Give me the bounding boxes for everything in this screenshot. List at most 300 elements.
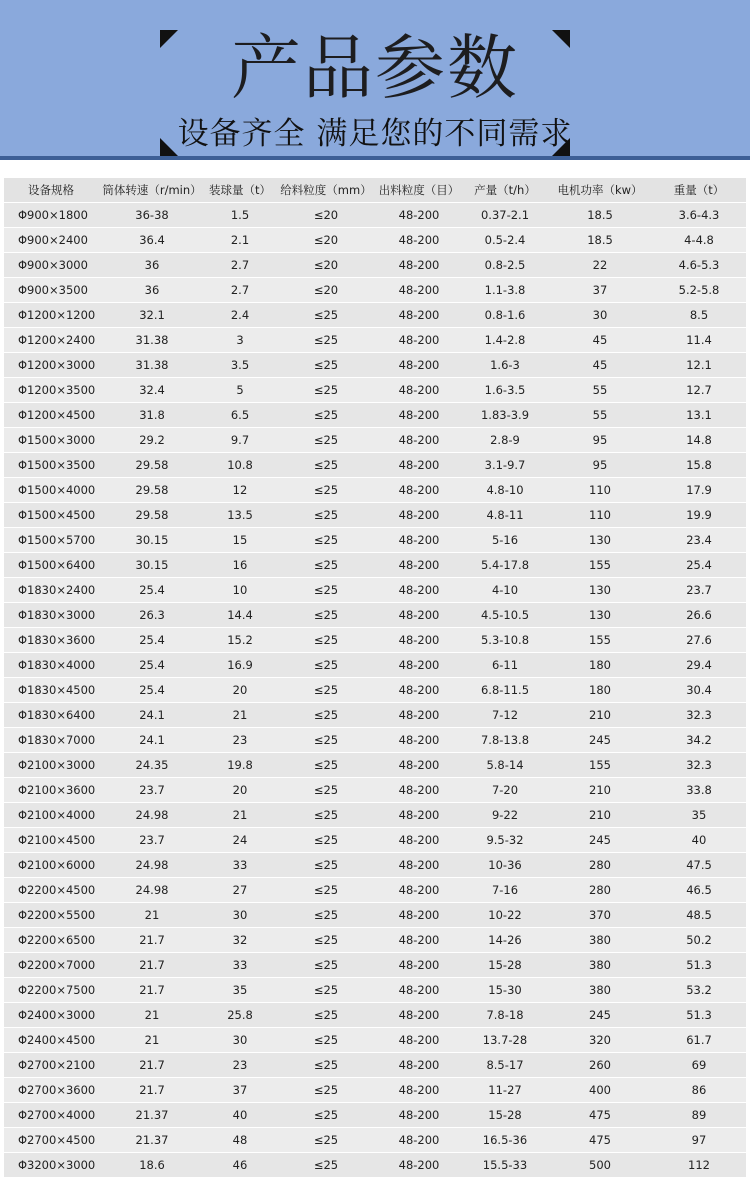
- table-cell: 25.4: [100, 653, 204, 678]
- table-row: [4, 353, 746, 378]
- table-cell: ≤25: [276, 778, 376, 803]
- table-cell: ≤25: [276, 653, 376, 678]
- table-cell: 130: [548, 578, 652, 603]
- table-cell: 130: [548, 603, 652, 628]
- table-cell: Φ1830×6400: [4, 703, 100, 728]
- table-cell: 23.4: [652, 528, 746, 553]
- table-row: [4, 878, 746, 903]
- table-cell: 110: [548, 503, 652, 528]
- table-cell: 0.37-2.1: [462, 203, 548, 228]
- table-cell: ≤25: [276, 528, 376, 553]
- table-cell: Φ900×3000: [4, 253, 100, 278]
- table-cell: 55: [548, 403, 652, 428]
- table-cell: 23.7: [100, 778, 204, 803]
- table-cell: 21: [204, 703, 276, 728]
- table-cell: Φ1500×4500: [4, 503, 100, 528]
- table-row: [4, 803, 746, 828]
- table-cell: 155: [548, 553, 652, 578]
- table-row: [4, 453, 746, 478]
- table-row: [4, 1028, 746, 1053]
- table-cell: 210: [548, 778, 652, 803]
- table-cell: 7-20: [462, 778, 548, 803]
- table-cell: 2.7: [204, 278, 276, 303]
- table-cell: 19.9: [652, 503, 746, 528]
- table-cell: 48-200: [376, 1078, 462, 1103]
- table-cell: Φ3200×3000: [4, 1153, 100, 1178]
- table-cell: 280: [548, 878, 652, 903]
- table-cell: 48-200: [376, 778, 462, 803]
- table-row: [4, 1153, 746, 1178]
- table-cell: 7.8-13.8: [462, 728, 548, 753]
- table-cell: ≤25: [276, 1003, 376, 1028]
- table-cell: 21.7: [100, 1078, 204, 1103]
- table-cell: 48-200: [376, 553, 462, 578]
- table-cell: ≤25: [276, 453, 376, 478]
- table-cell: Φ1200×1200: [4, 303, 100, 328]
- table-cell: ≤25: [276, 353, 376, 378]
- column-header: 产量（t/h）: [462, 178, 548, 203]
- table-cell: ≤25: [276, 1028, 376, 1053]
- table-cell: 30: [204, 903, 276, 928]
- table-cell: 48-200: [376, 703, 462, 728]
- table-cell: 48-200: [376, 1103, 462, 1128]
- table-cell: 24.98: [100, 853, 204, 878]
- table-cell: Φ1200×3500: [4, 378, 100, 403]
- table-cell: 2.1: [204, 228, 276, 253]
- table-cell: 48-200: [376, 753, 462, 778]
- table-cell: 5.4-17.8: [462, 553, 548, 578]
- table-cell: Φ900×1800: [4, 203, 100, 228]
- table-cell: 30: [548, 303, 652, 328]
- table-cell: 48-200: [376, 1003, 462, 1028]
- table-cell: 1.6-3: [462, 353, 548, 378]
- table-cell: 48-200: [376, 1128, 462, 1153]
- table-cell: 48: [204, 1128, 276, 1153]
- table-cell: 14.8: [652, 428, 746, 453]
- table-cell: 25.4: [652, 553, 746, 578]
- table-cell: 51.3: [652, 1003, 746, 1028]
- table-cell: 15-28: [462, 1103, 548, 1128]
- table-cell: 13.5: [204, 503, 276, 528]
- table-cell: 97: [652, 1128, 746, 1153]
- table-cell: 5.3-10.8: [462, 628, 548, 653]
- table-cell: 13.1: [652, 403, 746, 428]
- table-cell: ≤25: [276, 878, 376, 903]
- table-row: [4, 1003, 746, 1028]
- page-subtitle: 设备齐全 满足您的不同需求: [177, 116, 573, 152]
- table-cell: 32.3: [652, 753, 746, 778]
- table-cell: ≤25: [276, 928, 376, 953]
- table-cell: 48-200: [376, 1153, 462, 1178]
- table-cell: 9.5-32: [462, 828, 548, 853]
- table-row: [4, 853, 746, 878]
- table-cell: 6.8-11.5: [462, 678, 548, 703]
- table-cell: 25.4: [100, 628, 204, 653]
- table-cell: 15.5-33: [462, 1153, 548, 1178]
- table-row: [4, 628, 746, 653]
- table-cell: ≤25: [276, 378, 376, 403]
- table-cell: 18.5: [548, 228, 652, 253]
- table-cell: 2.8-9: [462, 428, 548, 453]
- table-cell: 95: [548, 453, 652, 478]
- table-cell: 29.2: [100, 428, 204, 453]
- table-cell: 370: [548, 903, 652, 928]
- table-cell: ≤25: [276, 503, 376, 528]
- table-cell: 6.5: [204, 403, 276, 428]
- table-cell: Φ1500×4000: [4, 478, 100, 503]
- table-header-row: [4, 178, 746, 203]
- table-cell: Φ900×2400: [4, 228, 100, 253]
- table-cell: 16.5-36: [462, 1128, 548, 1153]
- table-cell: 9-22: [462, 803, 548, 828]
- table-cell: 3: [204, 328, 276, 353]
- table-cell: 48-200: [376, 528, 462, 553]
- table-cell: 380: [548, 978, 652, 1003]
- table-cell: 36: [100, 253, 204, 278]
- table-cell: 30.15: [100, 553, 204, 578]
- table-cell: Φ2400×4500: [4, 1028, 100, 1053]
- column-header: 设备规格: [4, 178, 100, 203]
- table-cell: 29.58: [100, 453, 204, 478]
- table-cell: 48.5: [652, 903, 746, 928]
- table-cell: 15-30: [462, 978, 548, 1003]
- table-cell: 8.5-17: [462, 1053, 548, 1078]
- table-cell: 21.37: [100, 1128, 204, 1153]
- table-cell: 0.5-2.4: [462, 228, 548, 253]
- table-row: [4, 828, 746, 853]
- table-cell: 112: [652, 1153, 746, 1178]
- table-cell: 18.6: [100, 1153, 204, 1178]
- table-cell: 19.8: [204, 753, 276, 778]
- table-row: [4, 378, 746, 403]
- table-cell: 12.7: [652, 378, 746, 403]
- table-cell: 32.4: [100, 378, 204, 403]
- table-cell: 48-200: [376, 653, 462, 678]
- table-cell: 21: [100, 1003, 204, 1028]
- table-cell: 155: [548, 628, 652, 653]
- table-cell: 245: [548, 728, 652, 753]
- table-cell: 0.8-2.5: [462, 253, 548, 278]
- table-cell: 1.6-3.5: [462, 378, 548, 403]
- table-cell: 55: [548, 378, 652, 403]
- table-cell: 45: [548, 328, 652, 353]
- table-cell: 11-27: [462, 1078, 548, 1103]
- table-row: [4, 553, 746, 578]
- table-cell: Φ1500×3000: [4, 428, 100, 453]
- column-header: 装球量（t）: [204, 178, 276, 203]
- table-cell: 280: [548, 853, 652, 878]
- table-cell: 0.8-1.6: [462, 303, 548, 328]
- table-cell: 48-200: [376, 278, 462, 303]
- table-cell: 3.6-4.3: [652, 203, 746, 228]
- table-cell: 48-200: [376, 628, 462, 653]
- table-cell: 14-26: [462, 928, 548, 953]
- table-cell: 155: [548, 753, 652, 778]
- table-cell: ≤20: [276, 203, 376, 228]
- table-cell: 95: [548, 428, 652, 453]
- table-cell: 7-12: [462, 703, 548, 728]
- table-cell: 16: [204, 553, 276, 578]
- table-cell: 10-22: [462, 903, 548, 928]
- table-cell: 11.4: [652, 328, 746, 353]
- table-row: [4, 1078, 746, 1103]
- table-cell: 48-200: [376, 503, 462, 528]
- table-cell: Φ1830×3000: [4, 603, 100, 628]
- table-cell: 48-200: [376, 728, 462, 753]
- table-cell: 30.4: [652, 678, 746, 703]
- table-cell: ≤25: [276, 903, 376, 928]
- page-title: 产品参数: [231, 27, 519, 109]
- table-cell: 260: [548, 1053, 652, 1078]
- table-cell: 10: [204, 578, 276, 603]
- table-cell: 13.7-28: [462, 1028, 548, 1053]
- table-cell: 48-200: [376, 953, 462, 978]
- table-cell: 48-200: [376, 403, 462, 428]
- table-row: [4, 503, 746, 528]
- table-cell: Φ2100×4000: [4, 803, 100, 828]
- table-cell: Φ2400×3000: [4, 1003, 100, 1028]
- table-cell: 500: [548, 1153, 652, 1178]
- table-cell: ≤25: [276, 553, 376, 578]
- table-cell: Φ1500×3500: [4, 453, 100, 478]
- table-cell: 31.38: [100, 353, 204, 378]
- header-banner: [0, 0, 750, 160]
- table-cell: 245: [548, 1003, 652, 1028]
- table-cell: 17.9: [652, 478, 746, 503]
- spec-table-container: [4, 178, 746, 1178]
- table-cell: Φ1830×4500: [4, 678, 100, 703]
- table-cell: 21: [204, 803, 276, 828]
- table-row: [4, 703, 746, 728]
- table-cell: 27.6: [652, 628, 746, 653]
- table-cell: 1.5: [204, 203, 276, 228]
- table-cell: 21: [100, 1028, 204, 1053]
- table-cell: 3.1-9.7: [462, 453, 548, 478]
- table-cell: 475: [548, 1128, 652, 1153]
- table-cell: 50.2: [652, 928, 746, 953]
- table-cell: 5-16: [462, 528, 548, 553]
- table-cell: Φ2200×4500: [4, 878, 100, 903]
- table-cell: 12.1: [652, 353, 746, 378]
- table-cell: ≤20: [276, 278, 376, 303]
- table-cell: 7.8-18: [462, 1003, 548, 1028]
- table-cell: 23.7: [652, 578, 746, 603]
- table-cell: ≤25: [276, 1153, 376, 1178]
- table-cell: 380: [548, 953, 652, 978]
- table-cell: ≤25: [276, 753, 376, 778]
- table-cell: 33: [204, 953, 276, 978]
- table-cell: ≤25: [276, 728, 376, 753]
- table-cell: Φ1830×4000: [4, 653, 100, 678]
- table-cell: 10.8: [204, 453, 276, 478]
- table-cell: 25.4: [100, 578, 204, 603]
- table-cell: 2.4: [204, 303, 276, 328]
- table-cell: 48-200: [376, 203, 462, 228]
- table-row: [4, 328, 746, 353]
- table-cell: 45: [548, 353, 652, 378]
- table-cell: 20: [204, 678, 276, 703]
- table-cell: 4-4.8: [652, 228, 746, 253]
- table-cell: 400: [548, 1078, 652, 1103]
- table-row: [4, 478, 746, 503]
- table-cell: 30.15: [100, 528, 204, 553]
- table-cell: 48-200: [376, 303, 462, 328]
- table-cell: 48-200: [376, 228, 462, 253]
- table-cell: 48-200: [376, 678, 462, 703]
- table-cell: Φ2100×6000: [4, 853, 100, 878]
- table-cell: 130: [548, 528, 652, 553]
- table-cell: ≤25: [276, 1103, 376, 1128]
- table-cell: 48-200: [376, 453, 462, 478]
- table-cell: 4.6-5.3: [652, 253, 746, 278]
- table-cell: 210: [548, 803, 652, 828]
- table-cell: 15-28: [462, 953, 548, 978]
- table-cell: 4-10: [462, 578, 548, 603]
- table-cell: ≤25: [276, 1128, 376, 1153]
- table-row: [4, 1103, 746, 1128]
- table-cell: 20: [204, 778, 276, 803]
- table-cell: Φ2700×2100: [4, 1053, 100, 1078]
- table-cell: Φ2200×6500: [4, 928, 100, 953]
- table-row: [4, 728, 746, 753]
- table-cell: 30: [204, 1028, 276, 1053]
- table-cell: 9.7: [204, 428, 276, 453]
- table-row: [4, 903, 746, 928]
- table-cell: Φ2700×3600: [4, 1078, 100, 1103]
- table-cell: Φ2700×4500: [4, 1128, 100, 1153]
- table-cell: Φ2100×4500: [4, 828, 100, 853]
- table-cell: Φ1200×3000: [4, 353, 100, 378]
- table-cell: 21.7: [100, 928, 204, 953]
- table-cell: ≤20: [276, 228, 376, 253]
- table-row: [4, 953, 746, 978]
- table-cell: 48-200: [376, 853, 462, 878]
- table-cell: 25.4: [100, 678, 204, 703]
- table-cell: 46.5: [652, 878, 746, 903]
- table-cell: 40: [652, 828, 746, 853]
- table-row: [4, 278, 746, 303]
- table-cell: 15.8: [652, 453, 746, 478]
- table-cell: 4.8-11: [462, 503, 548, 528]
- table-cell: 1.4-2.8: [462, 328, 548, 353]
- table-cell: 37: [548, 278, 652, 303]
- table-row: [4, 928, 746, 953]
- table-cell: 21.7: [100, 1053, 204, 1078]
- table-cell: 2.7: [204, 253, 276, 278]
- table-cell: 23.7: [100, 828, 204, 853]
- table-row: [4, 253, 746, 278]
- table-cell: ≤25: [276, 978, 376, 1003]
- table-cell: 48-200: [376, 1028, 462, 1053]
- table-cell: 33: [204, 853, 276, 878]
- table-cell: ≤25: [276, 953, 376, 978]
- table-row: [4, 303, 746, 328]
- table-cell: ≤25: [276, 1053, 376, 1078]
- table-row: [4, 428, 746, 453]
- table-cell: ≤20: [276, 253, 376, 278]
- spec-table: [4, 178, 746, 1178]
- table-cell: ≤25: [276, 853, 376, 878]
- table-cell: 86: [652, 1078, 746, 1103]
- table-cell: 14.4: [204, 603, 276, 628]
- table-cell: 37: [204, 1078, 276, 1103]
- table-cell: 48-200: [376, 328, 462, 353]
- table-cell: 26.6: [652, 603, 746, 628]
- table-cell: Φ2700×4000: [4, 1103, 100, 1128]
- table-cell: 22: [548, 253, 652, 278]
- table-row: [4, 203, 746, 228]
- table-cell: 32.1: [100, 303, 204, 328]
- table-cell: 36-38: [100, 203, 204, 228]
- table-cell: Φ2100×3000: [4, 753, 100, 778]
- table-cell: 31.8: [100, 403, 204, 428]
- table-row: [4, 228, 746, 253]
- table-cell: Φ1200×2400: [4, 328, 100, 353]
- table-cell: 12: [204, 478, 276, 503]
- table-cell: 245: [548, 828, 652, 853]
- table-cell: 48-200: [376, 353, 462, 378]
- table-cell: Φ1830×2400: [4, 578, 100, 603]
- table-cell: 475: [548, 1103, 652, 1128]
- table-cell: 48-200: [376, 378, 462, 403]
- table-cell: 10-36: [462, 853, 548, 878]
- table-row: [4, 1053, 746, 1078]
- table-cell: 35: [204, 978, 276, 1003]
- table-row: [4, 978, 746, 1003]
- table-cell: 26.3: [100, 603, 204, 628]
- table-cell: 48-200: [376, 478, 462, 503]
- table-cell: 18.5: [548, 203, 652, 228]
- table-cell: ≤25: [276, 403, 376, 428]
- table-cell: 46: [204, 1153, 276, 1178]
- table-cell: 24.1: [100, 703, 204, 728]
- table-row: [4, 778, 746, 803]
- table-cell: 36: [100, 278, 204, 303]
- table-cell: 31.38: [100, 328, 204, 353]
- table-cell: 24: [204, 828, 276, 853]
- table-cell: 32.3: [652, 703, 746, 728]
- table-cell: 1.83-3.9: [462, 403, 548, 428]
- table-cell: Φ1500×6400: [4, 553, 100, 578]
- table-cell: Φ2200×5500: [4, 903, 100, 928]
- table-cell: 48-200: [376, 928, 462, 953]
- table-cell: 61.7: [652, 1028, 746, 1053]
- table-row: [4, 528, 746, 553]
- table-row: [4, 653, 746, 678]
- table-cell: 23: [204, 728, 276, 753]
- table-cell: 7-16: [462, 878, 548, 903]
- table-cell: 21.7: [100, 953, 204, 978]
- table-cell: 25.8: [204, 1003, 276, 1028]
- table-cell: Φ1200×4500: [4, 403, 100, 428]
- table-cell: Φ1830×7000: [4, 728, 100, 753]
- table-cell: 53.2: [652, 978, 746, 1003]
- table-cell: 21.37: [100, 1103, 204, 1128]
- table-cell: 1.1-3.8: [462, 278, 548, 303]
- table-row: [4, 753, 746, 778]
- table-cell: 48-200: [376, 603, 462, 628]
- table-cell: 4.8-10: [462, 478, 548, 503]
- table-cell: 21.7: [100, 978, 204, 1003]
- table-cell: 48-200: [376, 1053, 462, 1078]
- table-cell: ≤25: [276, 603, 376, 628]
- table-cell: 110: [548, 478, 652, 503]
- table-cell: 29.58: [100, 478, 204, 503]
- table-cell: 29.4: [652, 653, 746, 678]
- table-cell: 33.8: [652, 778, 746, 803]
- table-cell: 40: [204, 1103, 276, 1128]
- table-cell: 36.4: [100, 228, 204, 253]
